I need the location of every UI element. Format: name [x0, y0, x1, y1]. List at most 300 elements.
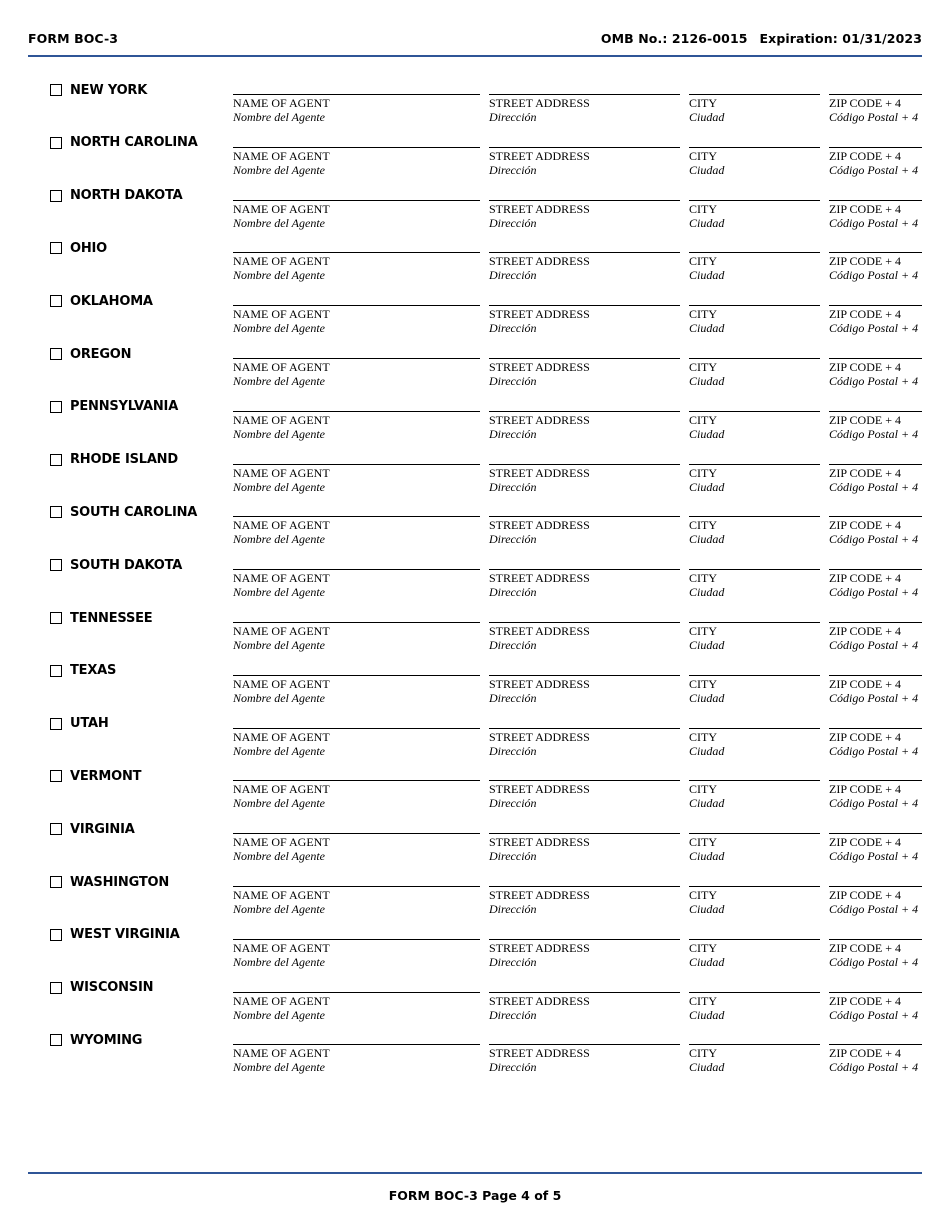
zip-code-label: ZIP CODE + 4 — [829, 940, 901, 955]
street-address-label: STREET ADDRESS — [489, 782, 590, 797]
city-label-spanish: Ciudad — [689, 849, 725, 864]
city-label-spanish: Ciudad — [689, 638, 725, 652]
city-line[interactable] — [689, 1044, 820, 1045]
zip-code-field[interactable] — [829, 516, 922, 546]
zip-code-field[interactable] — [829, 622, 922, 652]
agent-name-label: NAME OF AGENT — [233, 624, 330, 638]
zip-code-label: ZIP CODE + 4 — [829, 782, 901, 797]
city-label: CITY — [689, 96, 717, 110]
street-address-line[interactable] — [489, 358, 680, 359]
zip-code-field[interactable] — [829, 358, 922, 388]
agent-name-label: NAME OF AGENT — [233, 360, 330, 374]
street-address-line[interactable] — [489, 886, 680, 887]
zip-code-label: ZIP CODE + 4 — [829, 96, 901, 110]
state-option[interactable] — [50, 1031, 142, 1049]
city-line[interactable] — [689, 780, 820, 781]
zip-code-label-spanish: Código Postal + 4 — [829, 215, 919, 230]
zip-code-field[interactable] — [829, 147, 922, 177]
agent-name-label: NAME OF AGENT — [233, 782, 330, 797]
street-address-line[interactable] — [489, 780, 680, 781]
state-checkbox[interactable] — [50, 823, 62, 835]
agent-name-label-spanish: Nombre del Agente — [233, 796, 325, 811]
zip-code-label-spanish: Código Postal + 4 — [829, 374, 919, 388]
city-label: CITY — [689, 465, 717, 480]
city-line[interactable] — [689, 147, 820, 148]
state-checkbox[interactable] — [50, 137, 62, 149]
city-field[interactable] — [689, 464, 820, 494]
state-checkbox[interactable] — [50, 295, 62, 307]
agent-name-field[interactable] — [233, 358, 480, 388]
city-line[interactable] — [689, 411, 820, 412]
city-label-spanish: Ciudad — [689, 321, 725, 336]
street-address-label-spanish: Dirección — [489, 162, 537, 177]
agent-name-label: NAME OF AGENT — [233, 96, 330, 110]
zip-code-line[interactable] — [829, 992, 922, 993]
zip-code-line[interactable] — [829, 569, 922, 570]
city-field[interactable] — [689, 939, 820, 969]
city-label-spanish: Ciudad — [689, 902, 725, 916]
city-line[interactable] — [689, 939, 820, 940]
street-address-line[interactable] — [489, 939, 680, 940]
state-name: TENNESSEE — [70, 610, 153, 626]
state-checkbox[interactable] — [50, 454, 62, 466]
city-field[interactable] — [689, 833, 820, 863]
agent-name-line[interactable] — [233, 675, 480, 676]
city-field[interactable] — [689, 675, 820, 705]
street-address-line[interactable] — [489, 200, 680, 201]
state-name: VIRGINIA — [70, 821, 135, 837]
city-label-spanish: Ciudad — [689, 268, 725, 283]
city-field[interactable] — [689, 886, 820, 916]
city-label-spanish: Ciudad — [689, 532, 725, 547]
zip-code-label: ZIP CODE + 4 — [829, 201, 901, 216]
state-option[interactable] — [50, 556, 182, 574]
city-line[interactable] — [689, 992, 820, 993]
form-omb-info — [601, 31, 922, 46]
zip-code-line[interactable] — [829, 675, 922, 676]
street-address-label-spanish: Dirección — [489, 215, 537, 230]
agent-name-field[interactable] — [233, 622, 480, 652]
zip-code-line[interactable] — [829, 780, 922, 781]
city-line[interactable] — [689, 622, 820, 623]
zip-code-line[interactable] — [829, 358, 922, 359]
state-row — [0, 292, 950, 345]
city-field[interactable] — [689, 1044, 820, 1074]
street-address-line[interactable] — [489, 94, 680, 95]
agent-name-label: NAME OF AGENT — [233, 465, 330, 480]
zip-code-label-spanish: Código Postal + 4 — [829, 162, 919, 177]
agent-name-line[interactable] — [233, 464, 480, 465]
city-label: CITY — [689, 518, 717, 533]
street-address-label-spanish: Dirección — [489, 532, 537, 547]
zip-code-label: ZIP CODE + 4 — [829, 307, 901, 322]
state-checkbox[interactable] — [50, 770, 62, 782]
city-label-spanish: Ciudad — [689, 162, 725, 177]
street-address-label-spanish: Dirección — [489, 743, 537, 758]
agent-name-line[interactable] — [233, 94, 480, 95]
state-name: WEST VIRGINIA — [70, 927, 180, 943]
agent-name-label-spanish: Nombre del Agente — [233, 849, 325, 864]
city-field[interactable] — [689, 516, 820, 546]
street-address-label-spanish: Dirección — [489, 796, 537, 811]
state-option[interactable] — [50, 398, 178, 416]
city-field[interactable] — [689, 622, 820, 652]
state-checkbox[interactable] — [50, 190, 62, 202]
street-address-field[interactable] — [489, 780, 680, 810]
city-field[interactable] — [689, 252, 820, 282]
agent-name-field[interactable] — [233, 569, 480, 599]
state-row — [0, 873, 950, 926]
agent-name-field[interactable] — [233, 1044, 480, 1074]
state-checkbox[interactable] — [50, 348, 62, 360]
street-address-field[interactable] — [489, 411, 680, 441]
agent-name-field[interactable] — [233, 464, 480, 494]
agent-name-label: NAME OF AGENT — [233, 201, 330, 216]
street-address-field[interactable] — [489, 1044, 680, 1074]
street-address-label: STREET ADDRESS — [489, 201, 590, 216]
city-line[interactable] — [689, 833, 820, 834]
street-address-line[interactable] — [489, 464, 680, 465]
agent-name-label-spanish: Nombre del Agente — [233, 162, 325, 177]
city-field[interactable] — [689, 411, 820, 441]
street-address-label: STREET ADDRESS — [489, 254, 590, 269]
agent-name-line[interactable] — [233, 992, 480, 993]
street-address-label: STREET ADDRESS — [489, 412, 590, 427]
city-line[interactable] — [689, 569, 820, 570]
city-label: CITY — [689, 676, 717, 691]
city-line[interactable] — [689, 516, 820, 517]
city-field[interactable] — [689, 780, 820, 810]
zip-code-label-spanish: Código Postal + 4 — [829, 110, 919, 124]
state-name: OKLAHOMA — [70, 293, 153, 309]
street-address-label-spanish: Dirección — [489, 1007, 537, 1022]
zip-code-line[interactable] — [829, 1044, 922, 1045]
city-field[interactable] — [689, 200, 820, 230]
state-checkbox[interactable] — [50, 665, 62, 677]
street-address-field[interactable] — [489, 305, 680, 335]
zip-code-field[interactable] — [829, 886, 922, 916]
street-address-label-spanish: Dirección — [489, 321, 537, 336]
zip-code-label-spanish: Código Postal + 4 — [829, 638, 919, 652]
city-label: CITY — [689, 624, 717, 638]
state-checkbox[interactable] — [50, 506, 62, 518]
agent-name-line[interactable] — [233, 200, 480, 201]
state-option[interactable] — [50, 820, 135, 838]
city-field[interactable] — [689, 94, 820, 124]
street-address-line[interactable] — [489, 252, 680, 253]
agent-name-label: NAME OF AGENT — [233, 307, 330, 322]
city-label-spanish: Ciudad — [689, 796, 725, 811]
street-address-field[interactable] — [489, 94, 680, 124]
zip-code-field[interactable] — [829, 252, 922, 282]
street-address-line[interactable] — [489, 147, 680, 148]
city-field[interactable] — [689, 305, 820, 335]
state-name: WYOMING — [70, 1032, 143, 1048]
street-address-field[interactable] — [489, 147, 680, 177]
agent-name-field[interactable] — [233, 886, 480, 916]
street-address-line[interactable] — [489, 305, 680, 306]
state-checkbox[interactable] — [50, 401, 62, 413]
street-address-line[interactable] — [489, 516, 680, 517]
zip-code-line[interactable] — [829, 252, 922, 253]
zip-code-field[interactable] — [829, 411, 922, 441]
city-field[interactable] — [689, 728, 820, 758]
zip-code-label-spanish: Código Postal + 4 — [829, 902, 919, 916]
street-address-label-spanish: Dirección — [489, 585, 537, 600]
state-name: WASHINGTON — [70, 874, 170, 890]
state-checkbox[interactable] — [50, 559, 62, 571]
zip-code-line[interactable] — [829, 94, 922, 95]
street-address-line[interactable] — [489, 569, 680, 570]
street-address-label: STREET ADDRESS — [489, 148, 590, 163]
agent-name-line[interactable] — [233, 728, 480, 729]
state-option[interactable] — [50, 609, 153, 627]
street-address-label: STREET ADDRESS — [489, 360, 590, 374]
agent-name-line[interactable] — [233, 516, 480, 517]
street-address-field[interactable] — [489, 992, 680, 1022]
city-line[interactable] — [689, 728, 820, 729]
street-address-label: STREET ADDRESS — [489, 993, 590, 1008]
city-label: CITY — [689, 993, 717, 1008]
zip-code-field[interactable] — [829, 305, 922, 335]
state-option[interactable] — [50, 767, 141, 785]
street-address-label: STREET ADDRESS — [489, 940, 590, 955]
agent-name-field[interactable] — [233, 305, 480, 335]
city-line[interactable] — [689, 305, 820, 306]
zip-code-label-spanish: Código Postal + 4 — [829, 690, 919, 705]
city-line[interactable] — [689, 252, 820, 253]
street-address-label: STREET ADDRESS — [489, 307, 590, 322]
state-option[interactable] — [50, 187, 183, 205]
street-address-line[interactable] — [489, 622, 680, 623]
state-option[interactable] — [50, 926, 180, 944]
zip-code-field[interactable] — [829, 1044, 922, 1074]
state-option[interactable] — [50, 81, 147, 99]
state-row — [0, 187, 950, 240]
zip-code-field[interactable] — [829, 992, 922, 1022]
zip-code-label-spanish: Código Postal + 4 — [829, 426, 919, 441]
zip-code-label-spanish: Código Postal + 4 — [829, 479, 919, 494]
zip-code-line[interactable] — [829, 411, 922, 412]
street-address-field[interactable] — [489, 358, 680, 388]
page-footer: FORM BOC-3 Page 4 of 5 — [388, 1188, 562, 1203]
agent-name-field[interactable] — [233, 411, 480, 441]
state-checkbox[interactable] — [50, 84, 62, 96]
street-address-field[interactable] — [489, 622, 680, 652]
city-field[interactable] — [689, 569, 820, 599]
city-line[interactable] — [689, 886, 820, 887]
state-checkbox[interactable] — [50, 1034, 62, 1046]
zip-code-field[interactable] — [829, 569, 922, 599]
agent-name-line[interactable] — [233, 886, 480, 887]
street-address-field[interactable] — [489, 252, 680, 282]
zip-code-field[interactable] — [829, 200, 922, 230]
agent-name-field[interactable] — [233, 675, 480, 705]
city-label: CITY — [689, 835, 717, 850]
agent-name-line[interactable] — [233, 1044, 480, 1045]
agent-name-line[interactable] — [233, 358, 480, 359]
state-name: OREGON — [70, 346, 132, 362]
zip-code-field[interactable] — [829, 675, 922, 705]
street-address-label: STREET ADDRESS — [489, 624, 590, 638]
agent-name-line[interactable] — [233, 305, 480, 306]
city-line[interactable] — [689, 200, 820, 201]
zip-code-field[interactable] — [829, 780, 922, 810]
zip-code-field[interactable] — [829, 939, 922, 969]
state-row — [0, 239, 950, 292]
street-address-label: STREET ADDRESS — [489, 518, 590, 533]
header-divider — [28, 55, 922, 57]
street-address-label: STREET ADDRESS — [489, 676, 590, 691]
state-row — [0, 134, 950, 187]
agent-name-label-spanish: Nombre del Agente — [233, 268, 325, 283]
zip-code-line[interactable] — [829, 728, 922, 729]
zip-code-label-spanish: Código Postal + 4 — [829, 268, 919, 283]
city-line[interactable] — [689, 675, 820, 676]
street-address-line[interactable] — [489, 833, 680, 834]
agent-name-field[interactable] — [233, 200, 480, 230]
street-address-field[interactable] — [489, 939, 680, 969]
zip-code-field[interactable] — [829, 728, 922, 758]
state-row — [0, 556, 950, 609]
city-line[interactable] — [689, 464, 820, 465]
city-label-spanish: Ciudad — [689, 110, 725, 124]
zip-code-label-spanish: Código Postal + 4 — [829, 849, 919, 864]
state-name: NORTH CAROLINA — [70, 135, 198, 151]
city-label: CITY — [689, 940, 717, 955]
zip-code-line[interactable] — [829, 939, 922, 940]
agent-name-field[interactable] — [233, 252, 480, 282]
state-option[interactable] — [50, 979, 153, 997]
zip-code-label: ZIP CODE + 4 — [829, 888, 901, 902]
street-address-field[interactable] — [489, 728, 680, 758]
street-address-field[interactable] — [489, 200, 680, 230]
city-field[interactable] — [689, 358, 820, 388]
zip-code-label: ZIP CODE + 4 — [829, 835, 901, 850]
street-address-line[interactable] — [489, 1044, 680, 1045]
street-address-line[interactable] — [489, 675, 680, 676]
state-name: TEXAS — [70, 663, 117, 679]
street-address-field[interactable] — [489, 464, 680, 494]
agent-name-field[interactable] — [233, 94, 480, 124]
state-checkbox[interactable] — [50, 982, 62, 994]
state-option[interactable] — [50, 345, 131, 363]
zip-code-line[interactable] — [829, 200, 922, 201]
zip-code-label: ZIP CODE + 4 — [829, 412, 901, 427]
street-address-field[interactable] — [489, 886, 680, 916]
state-row — [0, 979, 950, 1032]
state-name: OHIO — [70, 240, 108, 256]
state-checkbox[interactable] — [50, 612, 62, 624]
agent-name-label-spanish: Nombre del Agente — [233, 1060, 325, 1075]
agent-name-line[interactable] — [233, 833, 480, 834]
state-option[interactable] — [50, 451, 178, 469]
state-name: PENNSYLVANIA — [70, 399, 179, 415]
state-checkbox[interactable] — [50, 876, 62, 888]
agent-name-label: NAME OF AGENT — [233, 412, 330, 427]
agent-name-field[interactable] — [233, 516, 480, 546]
agent-name-line[interactable] — [233, 411, 480, 412]
agent-name-line[interactable] — [233, 252, 480, 253]
street-address-label: STREET ADDRESS — [489, 835, 590, 850]
state-option[interactable] — [50, 662, 116, 680]
state-checkbox[interactable] — [50, 242, 62, 254]
agent-name-line[interactable] — [233, 569, 480, 570]
city-label: CITY — [689, 1046, 717, 1061]
agent-name-label-spanish: Nombre del Agente — [233, 743, 325, 758]
state-checkbox[interactable] — [50, 929, 62, 941]
street-address-label-spanish: Dirección — [489, 110, 537, 124]
zip-code-line[interactable] — [829, 464, 922, 465]
city-line[interactable] — [689, 358, 820, 359]
zip-code-line[interactable] — [829, 622, 922, 623]
street-address-field[interactable] — [489, 675, 680, 705]
street-address-line[interactable] — [489, 992, 680, 993]
city-field[interactable] — [689, 147, 820, 177]
zip-code-field[interactable] — [829, 833, 922, 863]
street-address-label: STREET ADDRESS — [489, 729, 590, 744]
state-option[interactable] — [50, 239, 107, 257]
street-address-field[interactable] — [489, 569, 680, 599]
agent-name-field[interactable] — [233, 939, 480, 969]
zip-code-line[interactable] — [829, 833, 922, 834]
street-address-line[interactable] — [489, 728, 680, 729]
agent-name-label-spanish: Nombre del Agente — [233, 426, 325, 441]
city-label: CITY — [689, 782, 717, 797]
street-address-field[interactable] — [489, 516, 680, 546]
state-row — [0, 662, 950, 715]
street-address-label-spanish: Dirección — [489, 426, 537, 441]
agent-name-field[interactable] — [233, 728, 480, 758]
state-option[interactable] — [50, 873, 169, 891]
state-option[interactable] — [50, 503, 197, 521]
city-label-spanish: Ciudad — [689, 1060, 725, 1075]
agent-name-label-spanish: Nombre del Agente — [233, 1007, 325, 1022]
street-address-line[interactable] — [489, 411, 680, 412]
zip-code-line[interactable] — [829, 305, 922, 306]
state-option[interactable] — [50, 715, 109, 733]
zip-code-line[interactable] — [829, 516, 922, 517]
state-row — [0, 451, 950, 504]
street-address-field[interactable] — [489, 833, 680, 863]
agent-name-field[interactable] — [233, 833, 480, 863]
city-label-spanish: Ciudad — [689, 954, 725, 969]
city-line[interactable] — [689, 94, 820, 95]
street-address-label-spanish: Dirección — [489, 849, 537, 864]
zip-code-line[interactable] — [829, 886, 922, 887]
city-field[interactable] — [689, 992, 820, 1022]
zip-code-field[interactable] — [829, 464, 922, 494]
zip-code-label-spanish: Código Postal + 4 — [829, 1060, 919, 1075]
zip-code-label: ZIP CODE + 4 — [829, 148, 901, 163]
zip-code-field[interactable] — [829, 94, 922, 124]
zip-code-line[interactable] — [829, 147, 922, 148]
agent-name-field[interactable] — [233, 992, 480, 1022]
state-option[interactable] — [50, 292, 153, 310]
agent-name-line[interactable] — [233, 622, 480, 623]
state-option[interactable] — [50, 134, 198, 152]
agent-name-field[interactable] — [233, 780, 480, 810]
street-address-label-spanish: Dirección — [489, 902, 537, 916]
agent-name-field[interactable] — [233, 147, 480, 177]
agent-name-label: NAME OF AGENT — [233, 571, 330, 586]
agent-name-label-spanish: Nombre del Agente — [233, 321, 325, 336]
agent-name-line[interactable] — [233, 147, 480, 148]
agent-name-line[interactable] — [233, 939, 480, 940]
agent-name-line[interactable] — [233, 780, 480, 781]
street-address-label-spanish: Dirección — [489, 374, 537, 388]
state-checkbox[interactable] — [50, 718, 62, 730]
